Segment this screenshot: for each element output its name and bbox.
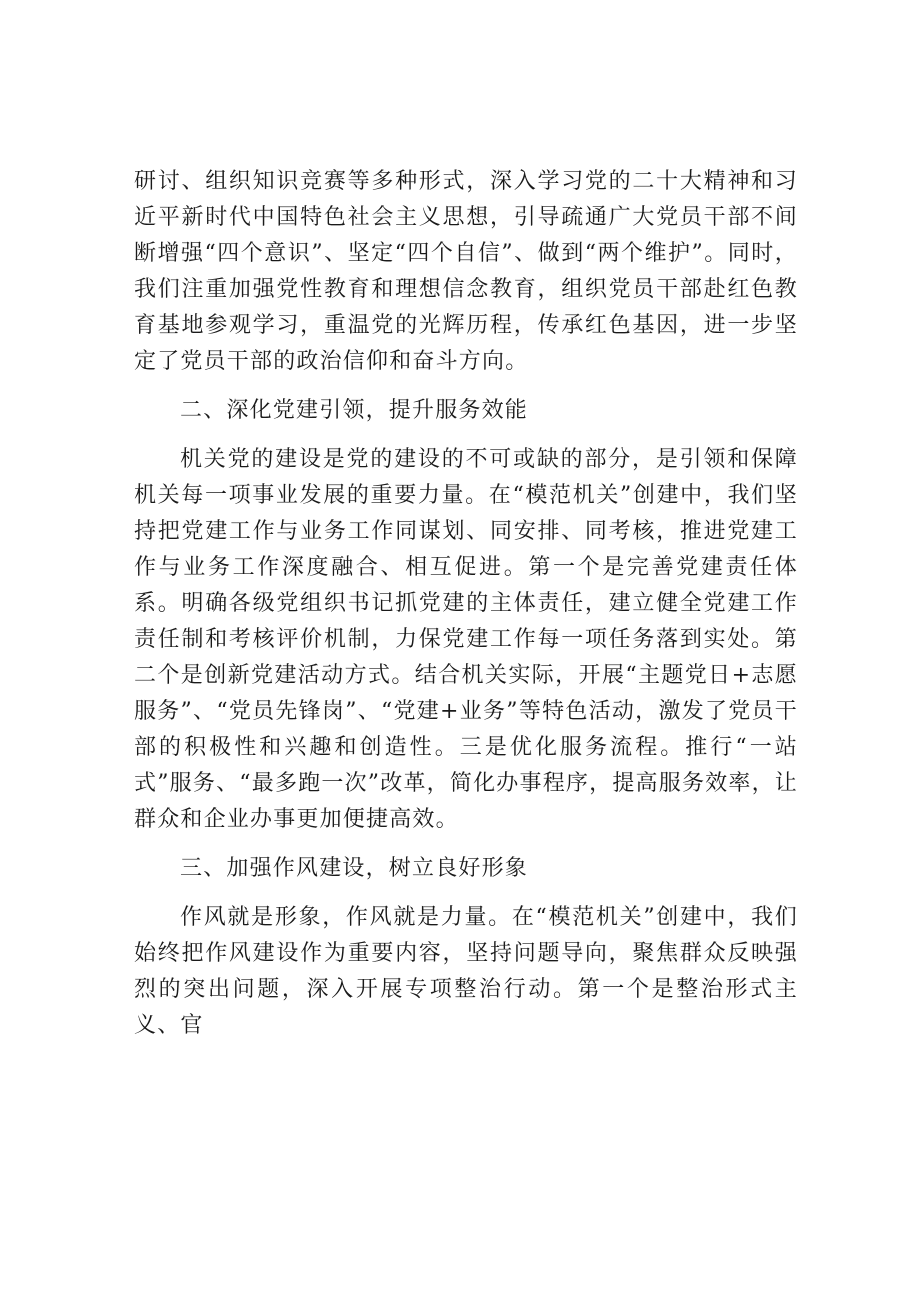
paragraph-section-2: 机关党的建设是党的建设的不可或缺的部分，是引领和保障机关每一项事业发展的重要力量。在“模范机关”创建中，我们坚持把党建工作与业务工作同谋划、同安排、同考核，推进党建工作与业务工作深度融合、相互促进。第一个是完善党建责任体系。明确各级党组织书记抓党建的主体责任，建立健全党建工作责任制和考核评价机制，力保党建工作每一项任务落到实处。第二个是创新党建活动方式。结合机关实际，开展“主题党日+志愿服务”、“党员先锋岗”、“党建+业务”等特色活动，激发了党员干部的积极性和兴趣和创造性。三是优化服务流程。推行“一站式”服务、“最多跑一次”改革，简化办事程序，提高服务效率，让群众和企业办事更加便捷高效。 — [134, 447, 798, 832]
section-heading-3: 三、加强作风建设，树立良好形象 — [180, 856, 529, 881]
document-body — [134, 164, 798, 1044]
paragraph-continuation: 研讨、组织知识竞赛等多种形式，深入学习党的二十大精神和习近平新时代中国特色社会主义思想，引导疏通广大党员干部不间断增强“四个意识”、坚定“四个自信”、做到“两个维护”。同时，我们注重加强党性教育和理想信念教育，组织党员干部赴红色教育基地参观学习，重温党的光辉历程，传承红色基因，进一步坚定了党员干部的政治信仰和奋斗方向。 — [134, 169, 798, 374]
section-heading-2: 二、深化党建引领，提升服务效能 — [180, 398, 529, 423]
paragraph-section-3: 作风就是形象，作风就是力量。在“模范机关”创建中，我们始终把作风建设作为重要内容，坚持问题导向，聚焦群众反映强烈的突出问题，深入开展专项整治行动。第一个是整治形式主义、官 — [134, 905, 798, 1038]
